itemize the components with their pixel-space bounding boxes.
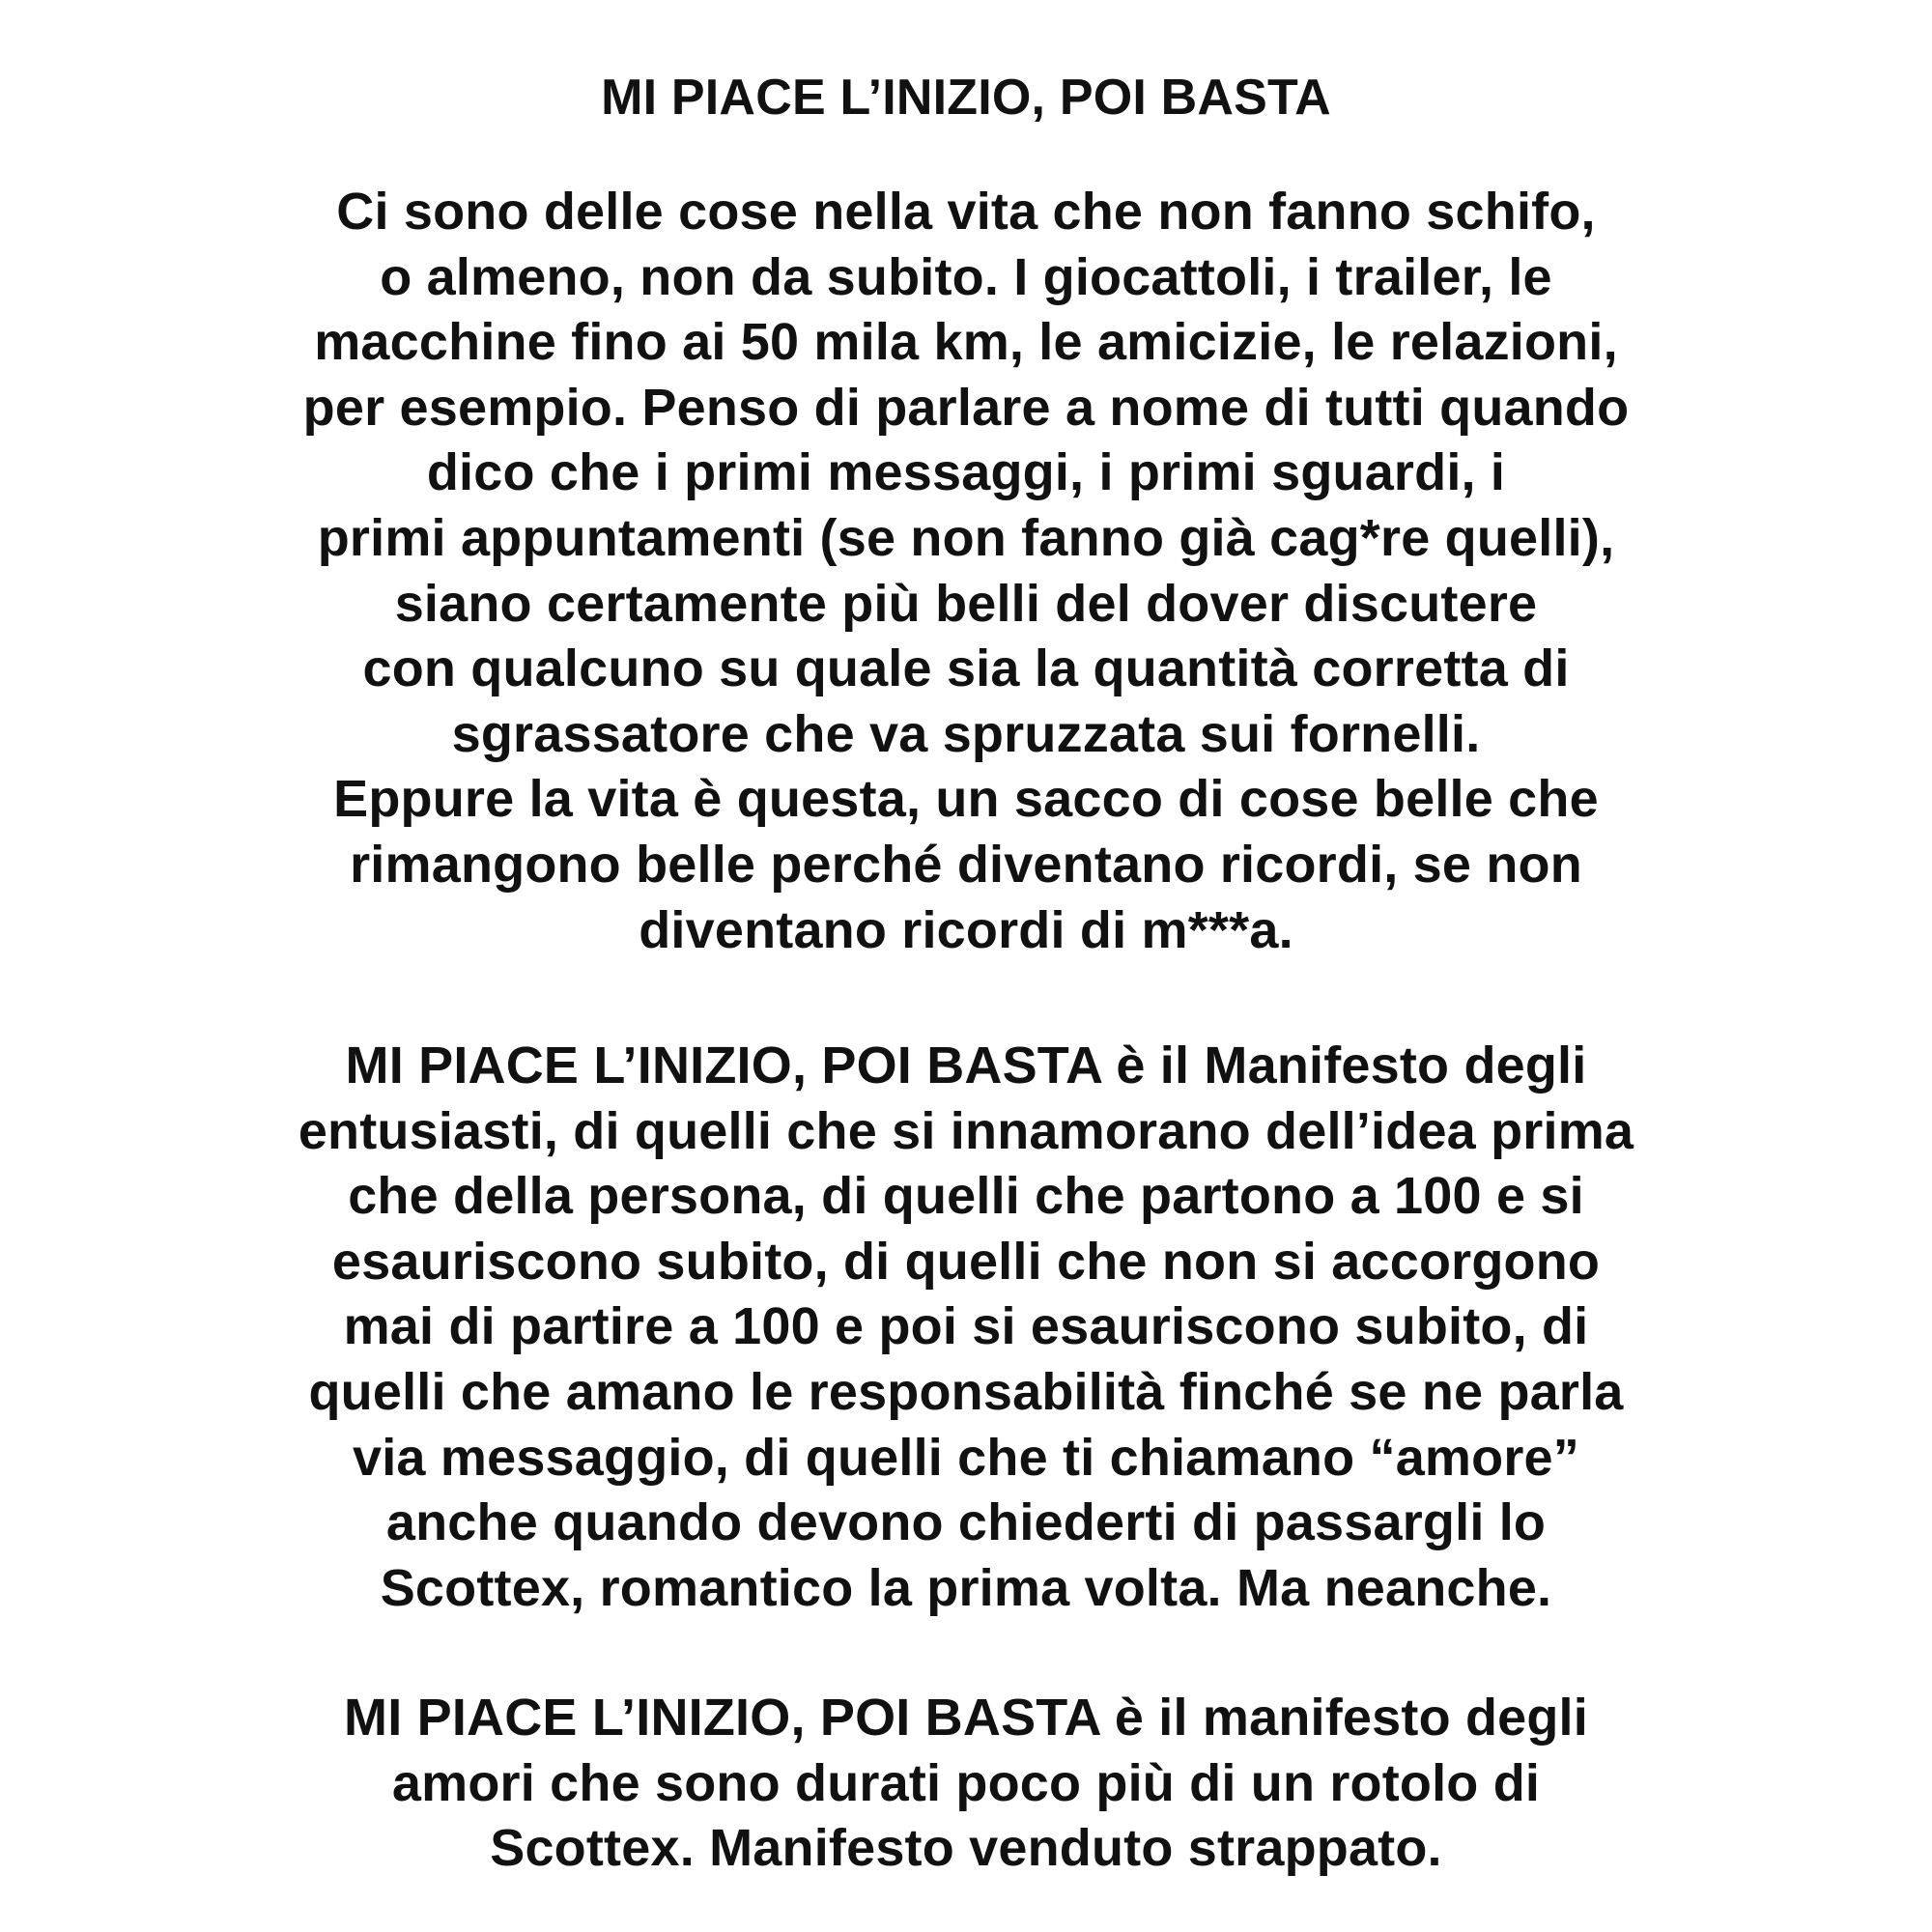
- text-line: siano certamente più belli del dover discutere: [394, 574, 1538, 633]
- text-line: primi appuntamenti (se non fanno già cag*re quelli),: [317, 508, 1615, 567]
- text-line: macchine fino ai 50 mila km, le amicizie, le relazioni,: [314, 313, 1618, 372]
- text-line: dico che i primi messaggi, i primi sguardi, i: [426, 443, 1506, 502]
- text-line: sgrassatore che va spruzzata sui fornelli.: [451, 704, 1481, 763]
- text-line: entusiasti, di quelli che si innamorano dell’idea prima: [298, 1101, 1634, 1160]
- text-line: MI PIACE L’INIZIO, POI BASTA è il Manifesto degli: [345, 1037, 1587, 1094]
- text-line: quelli che amano le responsabilità finché se ne parla: [308, 1362, 1624, 1421]
- text-line: via messaggio, di quelli che ti chiamano “amore”: [353, 1428, 1579, 1487]
- text-line: MI PIACE L’INIZIO, POI BASTA è il manifesto degli: [344, 1689, 1588, 1747]
- text-line: anche quando devono chiederti di passargli lo: [385, 1493, 1547, 1552]
- text-line: esauriscono subito, di quelli che non si accorgono: [331, 1232, 1601, 1291]
- paragraph-manifesto-enthusiasts: [0, 1034, 1932, 1621]
- text-line: amori che sono durati poco più di un rotolo di: [391, 1753, 1541, 1812]
- text-line: Ci sono delle cose nella vita che non fanno schifo,: [336, 183, 1596, 241]
- text-line: per esempio. Penso di parlare a nome di tutti quando: [302, 378, 1630, 437]
- text-line: Scottex, romantico la prima volta. Ma neanche.: [380, 1558, 1552, 1617]
- paragraph-manifesto-loves: [0, 1686, 1932, 1882]
- text-line: rimangono belle perché diventano ricordi, se non: [350, 835, 1582, 894]
- text-line: Eppure la vita è questa, un sacco di cose belle che: [333, 770, 1599, 829]
- text-line: mai di partire a 100 e poi si esauriscono subito, di: [343, 1297, 1589, 1356]
- text-line: con qualcuno su quale sia la quantità corretta di: [362, 639, 1570, 698]
- text-line: diventano ricordi di m***a.: [639, 900, 1293, 959]
- page-title: MI PIACE L’INIZIO, POI BASTA: [601, 70, 1331, 126]
- text-line: Scottex. Manifesto venduto strappato.: [490, 1819, 1442, 1878]
- text-line: che della persona, di quelli che partono a 100 e si: [348, 1167, 1584, 1226]
- paragraph-intro: [0, 180, 1932, 963]
- text-line: o almeno, non da subito. I giocattoli, i trailer, le: [380, 247, 1552, 306]
